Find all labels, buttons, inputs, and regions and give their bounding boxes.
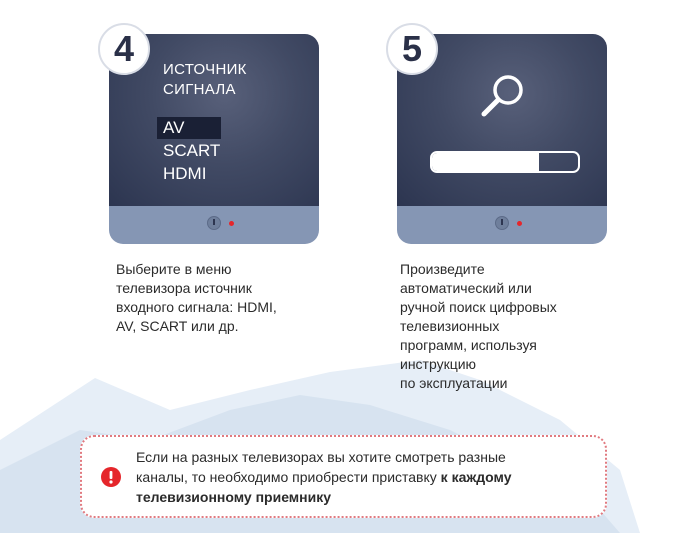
step-5-description bbox=[400, 260, 620, 393]
search-progress-bar bbox=[430, 151, 580, 173]
warning-line-3-bold: телевизионному приемнику bbox=[136, 489, 332, 505]
step-4-description bbox=[116, 260, 326, 336]
step-5-description-line: программ, используя bbox=[400, 337, 537, 353]
menu-option-hdmi[interactable]: HDMI bbox=[163, 164, 207, 183]
warning-text bbox=[136, 447, 606, 507]
warning-line-3 bbox=[136, 487, 606, 507]
step-number-badge: 5 bbox=[386, 23, 438, 75]
step-5-description-line: телевизионных bbox=[400, 318, 500, 334]
warning-line-2 bbox=[136, 467, 606, 487]
warning-line-2-bold: к каждому bbox=[440, 469, 512, 485]
step-4-description-line: телевизора источник bbox=[116, 280, 252, 296]
step-5-description-line: по эксплуатации bbox=[400, 375, 508, 391]
step-4-description-line: AV, SCART или др. bbox=[116, 318, 239, 334]
menu-option-scart[interactable]: SCART bbox=[163, 141, 221, 160]
power-button-icon bbox=[207, 216, 221, 230]
search-progress-fill bbox=[432, 153, 539, 171]
step-5-description-line: ручной поиск цифровых bbox=[400, 299, 557, 315]
search-icon bbox=[476, 70, 532, 118]
step-4-description-line: Выберите в меню bbox=[116, 261, 232, 277]
step-5-description-line: автоматический или bbox=[400, 280, 532, 296]
alert-icon bbox=[101, 467, 121, 487]
step-4-description-line: входного сигнала: HDMI, bbox=[116, 299, 277, 315]
step-5-description-line: Произведите bbox=[400, 261, 485, 277]
warning-notice bbox=[80, 435, 607, 518]
menu-title-line2: СИГНАЛА bbox=[163, 81, 236, 98]
warning-line-1: Если на разных телевизорах вы хотите смотреть разные bbox=[136, 449, 506, 465]
menu-option-av[interactable]: AV bbox=[157, 117, 221, 139]
led-indicator bbox=[229, 221, 234, 226]
step-number-badge: 4 bbox=[98, 23, 150, 75]
step-5-description-line: инструкцию bbox=[400, 356, 477, 372]
led-indicator bbox=[517, 221, 522, 226]
power-button-icon bbox=[495, 216, 509, 230]
menu-title-line1: ИСТОЧНИК bbox=[163, 61, 247, 78]
warning-line-2-regular: каналы, то необходимо приобрести приставку bbox=[136, 469, 441, 485]
